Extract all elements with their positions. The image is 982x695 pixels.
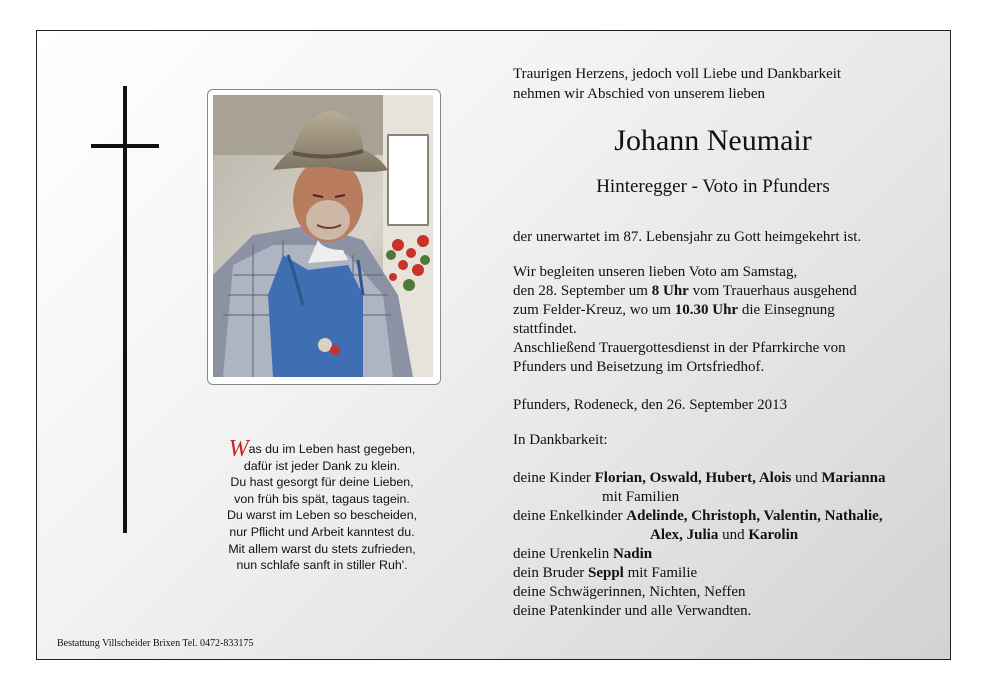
poem-line: nun schlafe sanft in stiller Ruh'.: [236, 558, 408, 573]
poem: [192, 436, 452, 574]
poem-line: Mit allem warst du stets zufrieden,: [228, 541, 416, 556]
family-children-suffix: mit Familien: [602, 489, 680, 505]
passing-text: der unerwartet im 87. Lebensjahr zu Gott heimgekehrt ist.: [513, 229, 862, 245]
family-text: deine Kinder: [513, 470, 595, 486]
poem-line: dafür ist jeder Dank zu klein.: [243, 458, 401, 473]
family-text: und: [791, 470, 822, 486]
service-time-2: 10.30 Uhr: [674, 302, 739, 318]
family-names: Nadin: [612, 546, 653, 562]
poem-line: von früh bis spät, tagaus tagein.: [234, 491, 410, 506]
service-text: vom Trauerhaus ausgehend: [688, 283, 857, 299]
family-text: deine Enkelkinder: [513, 508, 627, 524]
deceased-subtitle: Hinteregger - Voto in Pfunders: [596, 176, 830, 197]
service-text: die Einsegnung: [738, 302, 835, 318]
footer-funeral-home: Bestattung Villscheider Brixen Tel. 0472-833175: [57, 638, 254, 649]
poem-initial: W: [228, 436, 249, 462]
poem-line-text: as du im Leben hast gegeben,: [248, 442, 416, 456]
family-grandchildren: [513, 507, 883, 525]
family-text: dein Bruder: [513, 565, 588, 581]
cross-icon-bar: [91, 144, 159, 148]
family-names: Florian, Oswald, Hubert, Alois: [594, 470, 792, 486]
family-names: Karolin: [748, 527, 799, 543]
poem-line: nur Pflicht und Arbeit kanntest du.: [229, 524, 415, 539]
service-line-6: Pfunders und Beisetzung im Ortsfriedhof.: [513, 359, 765, 375]
family-names: Alex, Julia: [650, 527, 719, 543]
family-godchildren: deine Patenkinder und alle Verwandten.: [513, 603, 752, 619]
family-greatgrandchild: [513, 545, 652, 563]
family-names: Marianna: [821, 470, 886, 486]
poem-line: Du hast gesorgt für deine Lieben,: [230, 475, 414, 490]
portrait-photo: [213, 95, 433, 377]
thanks-heading: In Dankbarkeit:: [513, 432, 608, 448]
portrait-frame: [207, 89, 441, 385]
intro-line-1: Traurigen Herzens, jedoch voll Liebe und Dankbarkeit: [513, 66, 842, 82]
family-names: Seppl: [587, 565, 624, 581]
service-line-1: Wir begleiten unseren lieben Voto am Samstag,: [513, 264, 798, 280]
deceased-name: Johann Neumair: [614, 124, 812, 157]
place-date: Pfunders, Rodeneck, den 26. September 2013: [513, 397, 788, 413]
service-line-3: [513, 301, 835, 319]
poem-line: Du warst im Leben so bescheiden,: [226, 508, 418, 523]
intro-line-2: nehmen wir Abschied von unserem lieben: [513, 86, 766, 102]
service-line-5: Anschließend Trauergottesdienst in der Pfarrkirche von: [513, 340, 846, 356]
service-line-4: stattfindet.: [513, 321, 577, 337]
family-children: [513, 469, 886, 487]
family-brother: [513, 564, 697, 582]
family-text: mit Familie: [623, 565, 698, 581]
obituary-card: [36, 30, 951, 660]
family-text: und: [718, 527, 749, 543]
service-text: zum Felder-Kreuz, wo um: [513, 302, 675, 318]
service-line-2: [513, 282, 857, 300]
family-text: deine Urenkelin: [513, 546, 613, 562]
cross-icon: [123, 86, 127, 533]
family-grandchildren-2: [650, 526, 798, 544]
family-inlaws: deine Schwägerinnen, Nichten, Neffen: [513, 584, 746, 600]
service-text: den 28. September um: [513, 283, 652, 299]
poem-line: [192, 436, 452, 462]
family-names: Adelinde, Christoph, Valentin, Nathalie,: [626, 508, 883, 524]
service-time-1: 8 Uhr: [651, 283, 689, 299]
